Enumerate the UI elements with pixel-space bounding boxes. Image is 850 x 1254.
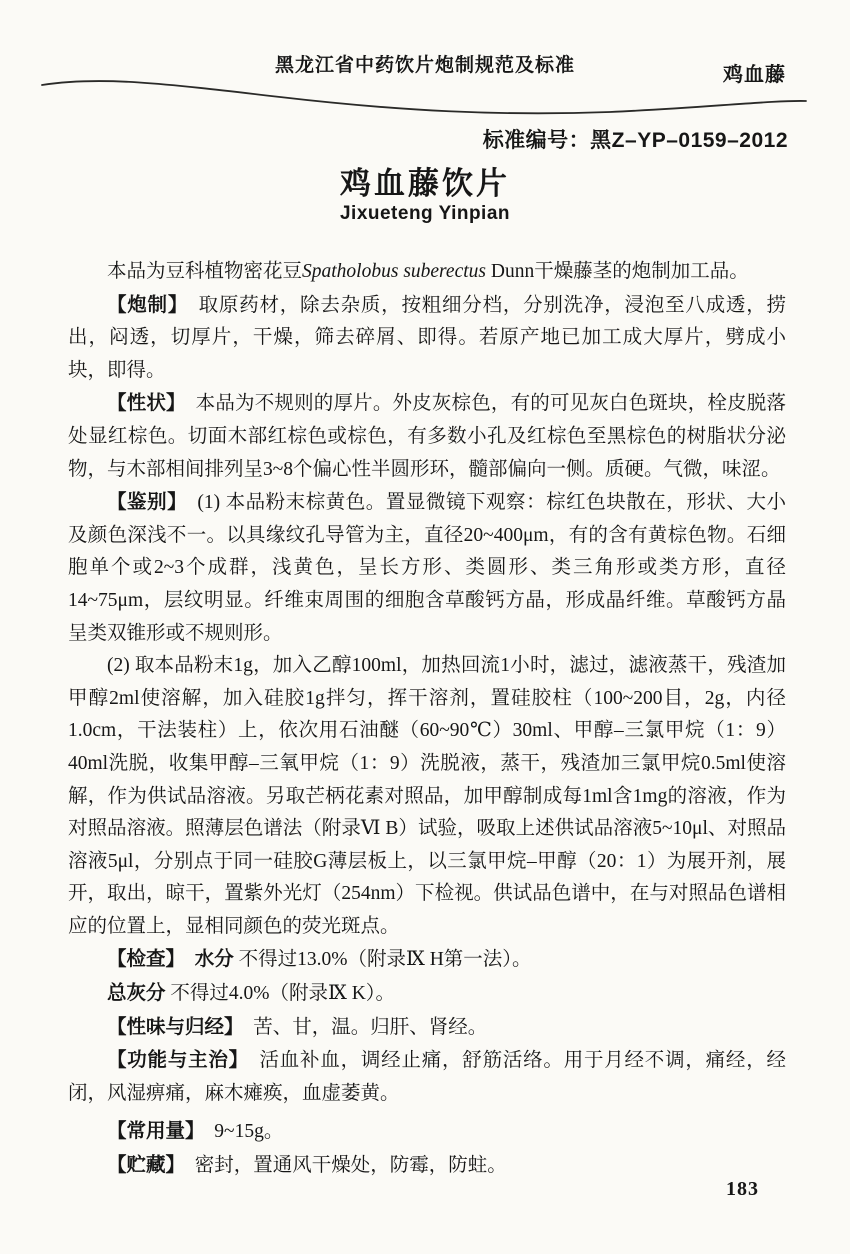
paragraph xyxy=(68,1044,786,1110)
paragraph xyxy=(68,387,786,486)
running-head-chapter: 鸡血藤 xyxy=(723,64,786,86)
paragraph xyxy=(68,977,786,1011)
text-run: 本品为豆科植物密花豆 xyxy=(107,261,303,282)
text-run: 活血补血，调经止痛，舒筋活络。用于月经不调，痛经，经闭，风湿痹痛，麻木瘫痪，血虚萎黄。 xyxy=(68,1050,786,1104)
paragraph xyxy=(68,943,786,977)
section-label: 【性状】 xyxy=(107,392,176,415)
paragraph xyxy=(68,1115,786,1149)
text-run: 密封，置通风干燥处，防霉，防蛀。 xyxy=(175,1155,507,1177)
page-number: 183 xyxy=(726,1178,759,1200)
text-run: (1) 本品粉末棕黄色。置显微镜下观察：棕红色块散在，形状、大小及颜色深浅不一。以具缘纹孔导管为主，直径20~400μm，有的含有黄棕色物。石细胞单个或2~3个成群，浅黄色，呈长方形、类圆形、类三角形或类方形，直径14~75μm，层纹明显。纤维束周围的细胞含草酸钙方晶，形成晶纤维。草酸钙方晶呈类双锥形或不规则形。 xyxy=(68,492,786,644)
section-label: 水分 xyxy=(194,948,234,971)
paragraph xyxy=(68,486,786,650)
paragraph xyxy=(68,256,786,289)
section-label: 【性味与归经】 xyxy=(107,1015,234,1038)
text-run: (2) 取本品粉末1g，加入乙醇100ml，加热回流1小时，滤过，滤液蒸干，残渣加甲醇2ml使溶解，加入硅胶1g拌匀，挥干溶剂，置硅胶柱（100~200目，2g，内径1.0cm，干法装柱）上，依次用石油醚（60~90℃）30ml、甲醇–三氯甲烷（1：9）40ml洗脱，收集甲醇–三氧甲烷（1：9）洗脱液，蒸干，残渣加三氯甲烷0.5ml使溶解，作为供试品溶液。另取芒柄花素对照品，加甲醇制成每1ml含1mg的溶液，作为对照品溶液。照薄层色谱法（附录Ⅵ B）试验，吸取上述供试品溶液5~10μl、对照品溶液5μl，分别点于同一硅胶G薄层板上，以三氯甲烷–甲醇（20：1）为展开剂，展开，取出，晾干，置紫外光灯（254nm）下检视。供试品色谱中，在与对照品色谱相应的位置上，显相同颜色的荧光斑点。 xyxy=(68,655,786,937)
page-title: 鸡血藤饮片 xyxy=(340,166,510,201)
standard-number: 标准编号：黑Z–YP–0159–2012 xyxy=(482,129,788,152)
running-head-book-title: 黑龙江省中药饮片炮制规范及标准 xyxy=(274,55,575,76)
section-label: 【炮制】 xyxy=(107,293,179,316)
paragraph xyxy=(68,650,786,943)
text-run: 本品为不规则的厚片。外皮灰棕色，有的可见灰白色斑块，栓皮脱落处显红棕色。切面木部红棕色或棕色，有多数小孔及红棕色至黑棕色的树脂状分泌物，与木部相间排列呈3~8个偏心性半圆形环，髓部偏向一侧。质硬。气微，味涩。 xyxy=(68,393,786,480)
section-label: 【功能与主治】 xyxy=(107,1049,240,1072)
header-rule-line xyxy=(42,81,806,113)
text-run: 不得过13.0%（附录Ⅸ H第一法）。 xyxy=(233,949,532,971)
text-run xyxy=(175,949,195,970)
text-run: 不得过4.0%（附录Ⅸ K）。 xyxy=(165,983,396,1005)
text-run: 9~15g。 xyxy=(194,1121,284,1143)
paragraph xyxy=(68,289,786,388)
pinyin-title: Jixueteng Yinpian xyxy=(339,203,511,224)
paragraph xyxy=(68,1011,786,1045)
text-run: 苦、甘，温。归肝、肾经。 xyxy=(233,1016,488,1038)
document-body xyxy=(68,256,786,1183)
section-label: 【鉴别】 xyxy=(107,491,178,514)
latin-botanical-name: Spatholobus suberectus xyxy=(302,261,486,282)
section-label: 【贮藏】 xyxy=(107,1154,176,1177)
text-run: Dunn干燥藤茎的炮制加工品。 xyxy=(486,261,749,282)
section-label: 总灰分 xyxy=(107,982,166,1005)
paragraph xyxy=(68,1149,786,1183)
header-rule xyxy=(0,75,850,123)
text-run: 取原药材，除去杂质，按粗细分档，分别洗净，浸泡至八成透，捞出，闷透，切厚片，干燥，筛去碎屑、即得。若原产地已加工成大厚片，劈成小块，即得。 xyxy=(68,294,786,381)
section-label: 【常用量】 xyxy=(107,1120,195,1143)
section-label: 【检查】 xyxy=(107,948,176,971)
